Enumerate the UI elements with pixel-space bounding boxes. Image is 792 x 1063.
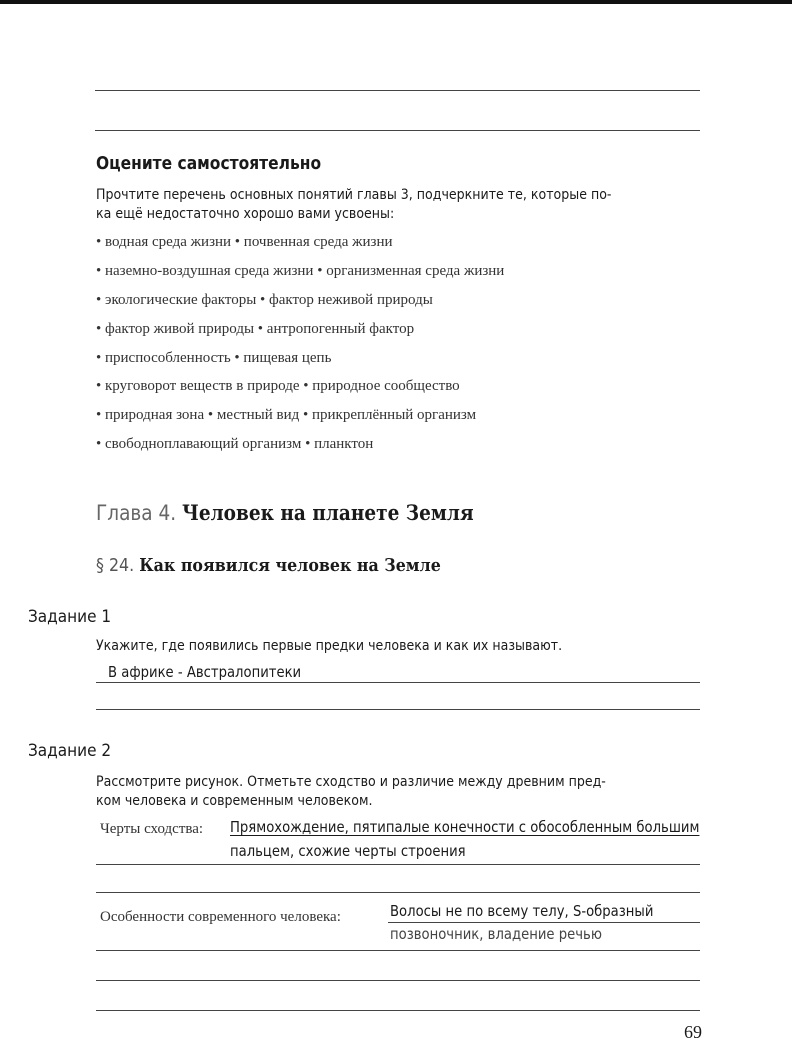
similarity-label: Черты сходства: xyxy=(100,821,204,837)
modern-answer-line[interactable]: Волосы не по всему телу, S-образный xyxy=(390,902,654,920)
answer-line xyxy=(96,950,700,951)
task2-question-line: Рассмотрите рисунок. Отметьте сходство и различие между древним пред- xyxy=(96,774,606,790)
answer-line xyxy=(95,90,700,91)
concept-bullet: • круговорот веществ в природе • природное сообщество xyxy=(96,378,460,394)
section-title: Как появился человек на Земле xyxy=(139,555,441,576)
concept-bullet: • фактор живой природы • антропогенный фактор xyxy=(96,321,415,337)
page-number: 69 xyxy=(684,1022,702,1042)
concept-bullet: • наземно-воздушная среда жизни • организменная среда жизни xyxy=(96,263,505,279)
answer-line xyxy=(96,980,700,981)
instruction-line: Прочтите перечень основных понятий главы 3, подчеркните те, которые по- xyxy=(96,187,612,203)
chapter-heading xyxy=(96,500,474,525)
self-check-title: Оцените самостоятельно xyxy=(96,153,322,174)
answer-line xyxy=(96,1010,700,1011)
concept-bullet: • экологические факторы • фактор неживой природы xyxy=(96,292,433,308)
task1-question: Укажите, где появились первые предки человека и как их называют. xyxy=(96,638,563,654)
chapter-prefix: Глава 4. xyxy=(96,501,177,525)
instruction-line: ка ещё недостаточно хорошо вами усвоены: xyxy=(96,206,395,222)
answer-line xyxy=(96,682,700,683)
task1-answer[interactable]: В африке - Австралопитеки xyxy=(108,663,302,681)
answer-line xyxy=(95,130,700,131)
task1-label: Задание 1 xyxy=(28,607,112,627)
concept-bullet: • водная среда жизни • почвенная среда жизни xyxy=(96,234,393,250)
task2-label: Задание 2 xyxy=(28,741,112,761)
similarity-answer-line[interactable]: Прямохождение, пятипалые конечности с обособленным большим xyxy=(230,818,700,836)
concept-bullet: • свободноплавающий организм • планктон xyxy=(96,436,374,452)
concept-bullet: • природная зона • местный вид • прикреплённый организм xyxy=(96,407,477,423)
answer-line xyxy=(96,709,700,710)
task2-question-line: ком человека и современным человеком. xyxy=(96,793,373,809)
answer-line xyxy=(388,922,700,923)
similarity-answer-line[interactable]: пальцем, схожие черты строения xyxy=(230,842,466,860)
concept-bullet: • приспособленность • пищевая цепь xyxy=(96,350,332,366)
section-prefix: § 24. xyxy=(96,555,135,576)
chapter-title: Человек на планете Земля xyxy=(182,500,474,525)
modern-answer-line[interactable]: позвоночник, владение речью xyxy=(390,925,602,943)
scan-border xyxy=(0,0,792,4)
section-heading xyxy=(96,555,441,576)
answer-line xyxy=(96,864,700,865)
modern-label: Особенности современного человека: xyxy=(100,909,341,925)
answer-line xyxy=(96,892,700,893)
